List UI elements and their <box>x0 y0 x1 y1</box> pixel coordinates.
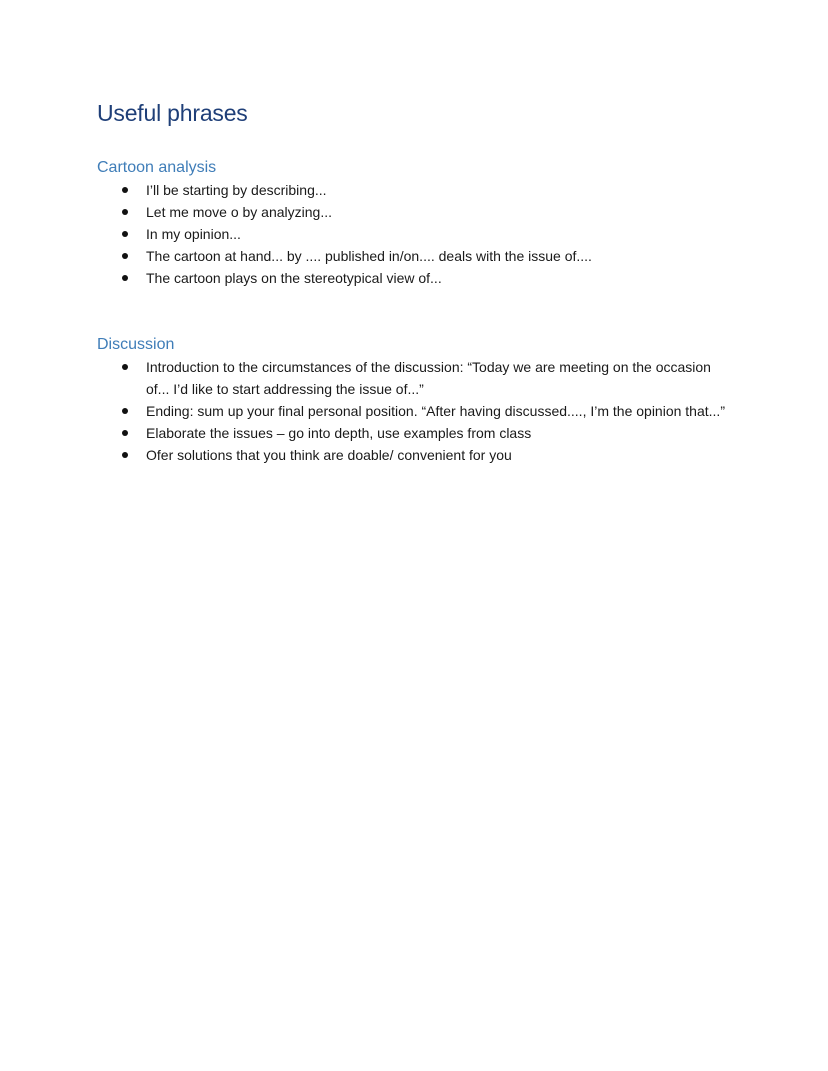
section-discussion <box>97 334 737 466</box>
list-item-text: In my opinion... <box>146 226 241 242</box>
list-item <box>97 201 737 223</box>
list-item-text: The cartoon plays on the stereotypical view of... <box>146 270 442 286</box>
list-item <box>97 179 737 201</box>
list-item <box>97 245 737 267</box>
section-heading-cartoon-analysis: Cartoon analysis <box>97 159 217 176</box>
list-item <box>97 356 737 400</box>
cartoon-analysis-list <box>97 179 737 289</box>
bullet-icon <box>122 187 128 193</box>
list-item-text: Ofer solutions that you think are doable/ convenient for you <box>146 447 512 463</box>
section-heading-discussion: Discussion <box>97 336 175 353</box>
bullet-icon <box>122 430 128 436</box>
document-body <box>97 96 737 466</box>
list-item-text: I’ll be starting by describing... <box>146 182 327 198</box>
bullet-icon <box>122 408 128 414</box>
list-item-text: Let me move o by analyzing... <box>146 204 332 220</box>
list-item <box>97 422 737 444</box>
section-cartoon-analysis <box>97 157 737 289</box>
list-item <box>97 223 737 245</box>
discussion-list <box>97 356 737 466</box>
bullet-icon <box>122 452 128 458</box>
list-item-text: Elaborate the issues – go into depth, use examples from class <box>146 425 532 441</box>
list-item <box>97 400 737 422</box>
bullet-icon <box>122 253 128 259</box>
list-item <box>97 444 737 466</box>
bullet-icon <box>122 231 128 237</box>
list-item-text: Ending: sum up your final personal position. “After having discussed...., I’m the opinion that...” <box>146 403 725 419</box>
list-item-text: The cartoon at hand... by .... published in/on.... deals with the issue of.... <box>146 248 592 264</box>
list-item <box>97 267 737 289</box>
page-title: Useful phrases <box>97 100 248 126</box>
bullet-icon <box>122 209 128 215</box>
bullet-icon <box>122 275 128 281</box>
list-item-text: Introduction to the circumstances of the discussion: “Today we are meeting on the occasion of... I’d like to start addressing the issue of...” <box>146 359 711 397</box>
bullet-icon <box>122 364 128 370</box>
